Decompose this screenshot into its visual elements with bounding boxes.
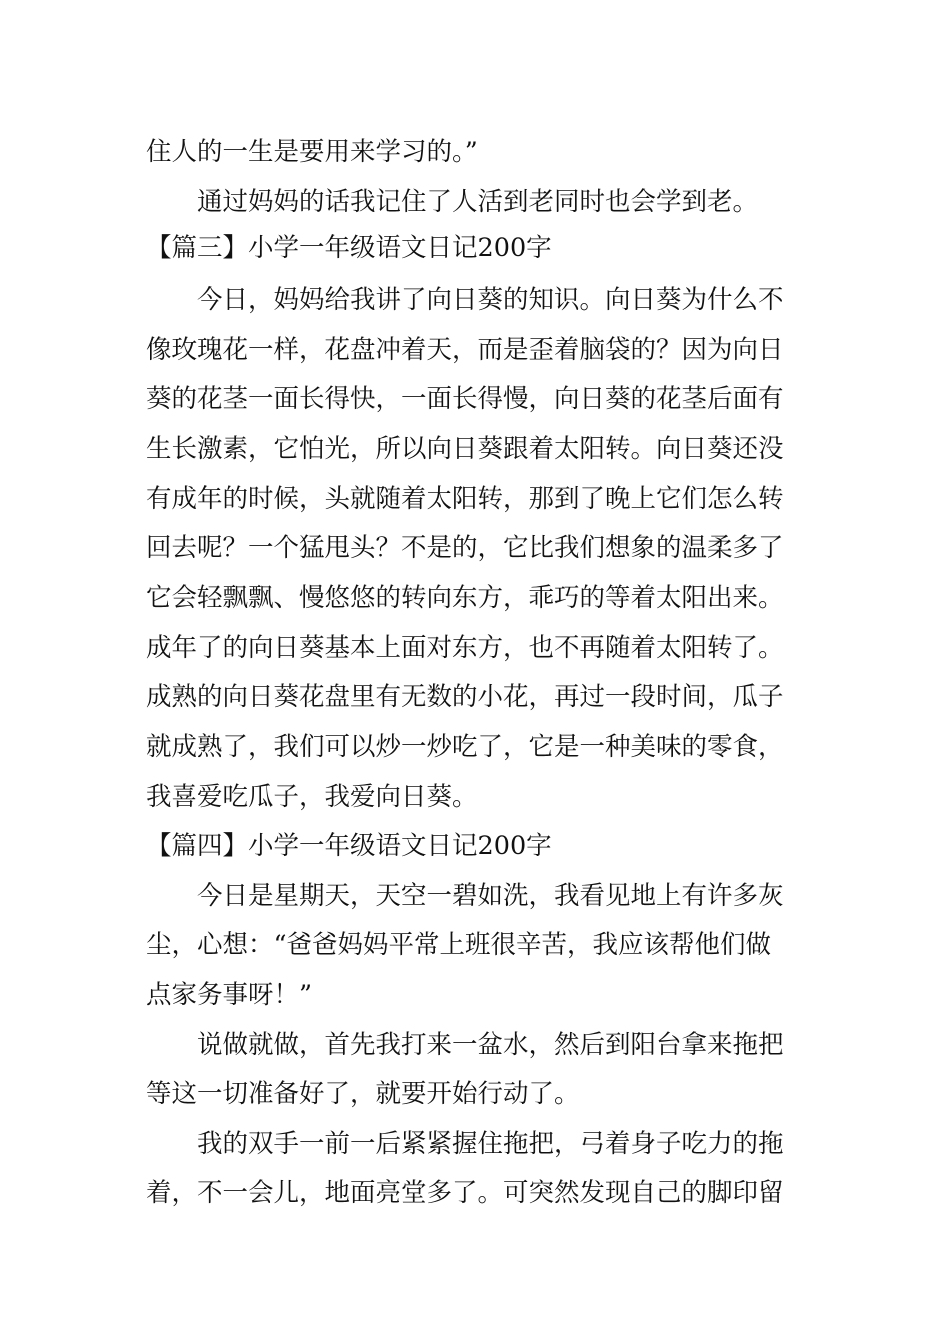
text-line: 尘，心想：“爸爸妈妈平常上班很辛苦，我应该帮他们做 (146, 930, 772, 960)
text-line: 就成熟了，我们可以炒一炒吃了，它是一种美味的零食， (146, 732, 784, 762)
section-heading-3: 【篇三】小学一年级语文日记200字 (146, 233, 552, 263)
paragraph-first-line: 今日是星期天，天空一碧如洗，我看见地上有许多灰 (197, 881, 784, 911)
section-heading-4: 【篇四】小学一年级语文日记200字 (146, 831, 552, 861)
paragraph-first-line: 说做就做，首先我打来一盆水，然后到阳台拿来拖把 (197, 1030, 784, 1060)
text-line: 它会轻飘飘、慢悠悠的转向东方，乖巧的等着太阳出来。 (146, 583, 784, 613)
text-line: 像玫瑰花一样，花盘冲着天，而是歪着脑袋的？因为向日 (146, 335, 784, 365)
text-line: 成年了的向日葵基本上面对东方，也不再随着太阳转了。 (146, 633, 784, 663)
paragraph-first-line: 今日，妈妈给我讲了向日葵的知识。向日葵为什么不 (197, 285, 784, 315)
text-line: 葵的花茎一面长得快，一面长得慢，向日葵的花茎后面有 (146, 384, 784, 414)
text-line: 点家务事呀！” (146, 980, 313, 1010)
text-line: 着，不一会儿，地面亮堂多了。可突然发现自己的脚印留 (146, 1178, 784, 1208)
text-line: 回去呢？一个猛甩头？不是的，它比我们想象的温柔多了 (146, 533, 784, 563)
paragraph-first-line: 我的双手一前一后紧紧握住拖把，弓着身子吃力的拖 (197, 1129, 784, 1159)
text-line: 住人的一生是要用来学习的。” (146, 137, 478, 167)
text-line: 我喜爱吃瓜子，我爱向日葵。 (146, 782, 478, 812)
text-line: 生长激素，它怕光，所以向日葵跟着太阳转。向日葵还没 (146, 434, 784, 464)
text-line: 成熟的向日葵花盘里有无数的小花，再过一段时间，瓜子 (146, 682, 784, 712)
paragraph-first-line: 通过妈妈的话我记住了人活到老同时也会学到老。 (197, 187, 759, 217)
text-line: 有成年的时候，头就随着太阳转，那到了晚上它们怎么转 (146, 484, 784, 514)
text-line: 等这一切准备好了，就要开始行动了。 (146, 1079, 580, 1109)
